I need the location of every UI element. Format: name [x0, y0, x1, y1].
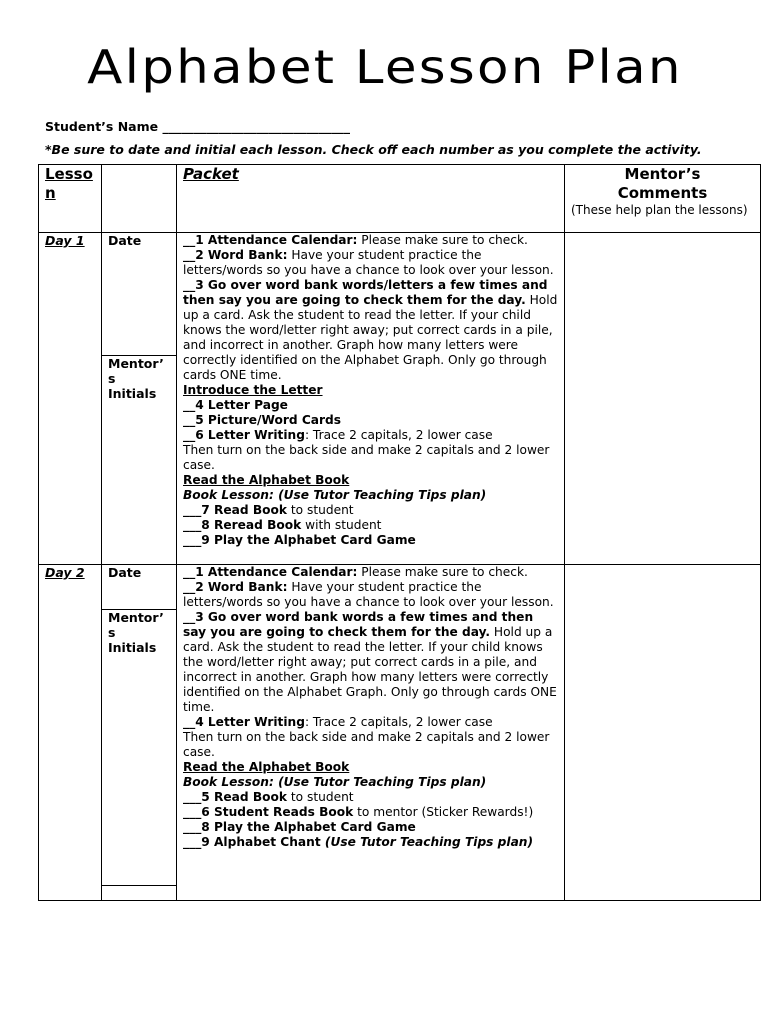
day2-item-6[interactable]: ___6 Student Reads Book to mentor (Sticker Rewards!) — [183, 805, 534, 819]
day1-packet — [177, 233, 565, 565]
day1-item-6-more: Then turn on the back side and make 2 capitals and 2 lower case. — [183, 443, 550, 472]
lesson-header — [39, 165, 102, 233]
day1-row — [39, 233, 761, 565]
mentor-initials-line3: Initials — [108, 640, 157, 655]
day1-item-1[interactable]: __1 Attendance Calendar: Please make sure to check. — [183, 233, 528, 247]
page-title: Alphabet Lesson Plan — [87, 40, 683, 94]
day1-date-initials-cell[interactable] — [102, 233, 177, 565]
day2-item-4-more: Then turn on the back side and make 2 capitals and 2 lower case. — [183, 730, 550, 759]
student-name-field[interactable]: Student’s Name ______________________________ — [45, 119, 350, 134]
day1-item-9[interactable]: ___9 Play the Alphabet Card Game — [183, 533, 416, 547]
day1-book-lesson: Book Lesson: (Use Tutor Teaching Tips plan) — [183, 488, 487, 502]
day2-item-4[interactable]: __4 Letter Writing: Trace 2 capitals, 2 lower case — [183, 715, 493, 729]
day2-label: Day 2 — [45, 565, 85, 580]
day2-item-1[interactable]: __1 Attendance Calendar: Please make sure to check. — [183, 565, 528, 579]
packet-header — [177, 165, 565, 233]
day2-item-9[interactable]: ___9 Alphabet Chant (Use Tutor Teaching Tips plan) — [183, 835, 534, 849]
lesson-header-line1: Lesso — [45, 165, 93, 183]
day1-item-6[interactable]: __6 Letter Writing: Trace 2 capitals, 2 lower case — [183, 428, 493, 442]
mentor-initials-line1: Mentor’ — [108, 610, 164, 625]
mentor-initials-line2: s — [108, 625, 116, 640]
packet-header-label: Packet — [183, 165, 239, 183]
day2-mentor-initials[interactable] — [102, 609, 176, 655]
day1-mentor-initials[interactable] — [102, 355, 176, 401]
day2-read-book-heading: Read the Alphabet Book — [183, 760, 350, 774]
mentor-initials-line1: Mentor’ — [108, 356, 164, 371]
day1-mentor-comments[interactable] — [565, 233, 761, 565]
instructions: *Be sure to date and initial each lesson. Check off each number as you complete the activity. — [45, 142, 702, 157]
mentor-initials-line2: s — [108, 371, 116, 386]
header-row — [39, 165, 761, 233]
day1-item-7[interactable]: ___7 Read Book to student — [183, 503, 354, 517]
mentor-comments-header — [565, 165, 761, 233]
day1-item-3[interactable]: __3 Go over word bank words/letters a few times and then say you are going to check them for the day. Hold up a card. Ask the student to read the letter. If your child knows the word/letter right away; put correct cards in a pile, and incorrect in another. Graph how many letters were correctly identified on the Alphabet Graph. Only go through cards ONE time. — [183, 278, 558, 382]
lesson-header-line2: n — [45, 184, 56, 202]
mentor-initials-line3: Initials — [108, 386, 157, 401]
day2-mentor-comments[interactable] — [565, 565, 761, 901]
day2-item-2[interactable]: __2 Word Bank: Have your student practice the letters/words so you have a chance to look over your lesson. — [183, 580, 554, 609]
day2-date-label: Date — [108, 565, 142, 580]
day1-item-5[interactable]: __5 Picture/Word Cards — [183, 413, 341, 427]
blank-header — [102, 165, 177, 233]
day2-item-3[interactable]: __3 Go over word bank words a few times and then say you are going to check them for the day. Hold up a card. Ask the student to read the letter. If your child knows the word/letter right away; put correct cards in a pile, and incorrect in another. Graph how many letters were correctly identified on the Alphabet Graph. Only go through cards ONE time. — [183, 610, 557, 714]
day2-row — [39, 565, 761, 901]
day1-label: Day 1 — [45, 233, 85, 248]
day2-bottom-divider — [102, 885, 176, 886]
day1-introduce-letter: Introduce the Letter — [183, 383, 323, 397]
mentor-note: (These help plan the lessons) — [571, 203, 748, 217]
day2-book-lesson: Book Lesson: (Use Tutor Teaching Tips plan) — [183, 775, 487, 789]
mentor-header-line1: Mentor’s — [624, 165, 701, 183]
day2-item-8[interactable]: ___8 Play the Alphabet Card Game — [183, 820, 416, 834]
day1-read-book-heading: Read the Alphabet Book — [183, 473, 350, 487]
mentor-header-line2: Comments — [617, 184, 708, 202]
day2-label-cell — [39, 565, 102, 901]
day2-item-5[interactable]: ___5 Read Book to student — [183, 790, 354, 804]
day1-item-4[interactable]: __4 Letter Page — [183, 398, 288, 412]
day1-label-cell — [39, 233, 102, 565]
day1-item-8[interactable]: ___8 Reread Book with student — [183, 518, 382, 532]
day1-item-2[interactable]: __2 Word Bank: Have your student practice the letters/words so you have a chance to look over your lesson. — [183, 248, 554, 277]
day1-date-label: Date — [108, 233, 142, 248]
day2-date-initials-cell[interactable] — [102, 565, 177, 901]
day2-packet — [177, 565, 565, 901]
lesson-plan-table — [38, 164, 761, 901]
